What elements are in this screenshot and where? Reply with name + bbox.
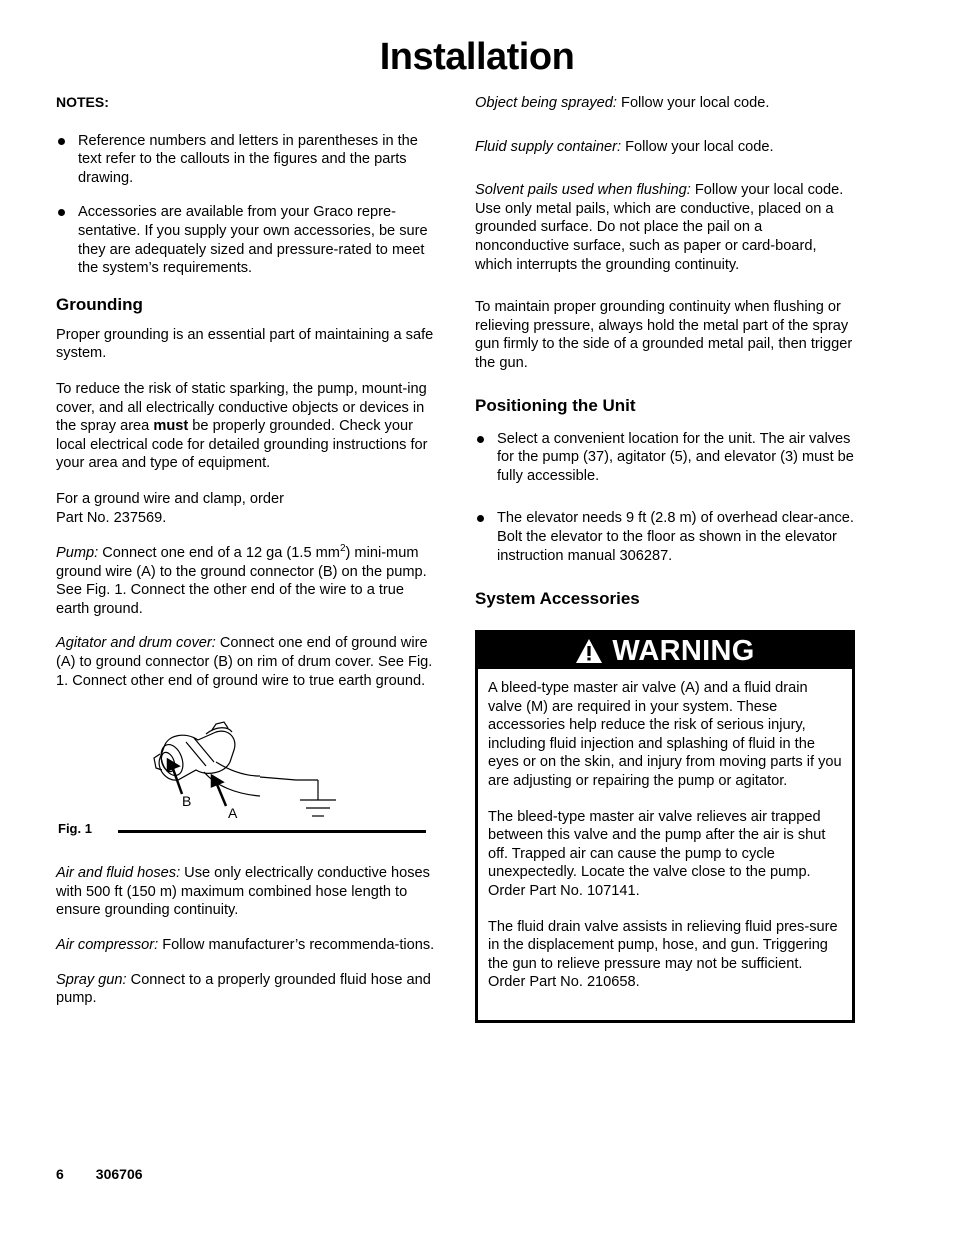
notes-heading: NOTES: — [56, 94, 109, 110]
figure-1 — [56, 702, 438, 842]
maintain-grounding: To maintain proper grounding continuity when flushing or relieving pressure, always hold the metal part of the spray gun firmly to the side of a grounded metal pail, then trigger the gun. — [475, 299, 853, 371]
agitator-instructions: Agitator and drum cover: Connect one end of ground wire (A) to ground connector (B) on rim of drum cover. See Fig. 1. Connect other end of ground wire to true earth ground. — [56, 635, 433, 689]
warning-box — [475, 630, 855, 1023]
grounding-heading: Grounding — [56, 294, 143, 314]
pump-instructions: Pump: Connect one end of a 12 ga (1.5 $mm^2$) mini-mum ground wire (A) to the ground connector (B) on the pump. See Fig. 1. Connect the other end of the wire to a true earth ground. — [56, 543, 427, 617]
page-number: 6 — [56, 1166, 64, 1182]
ground-wire-order: For a ground wire and clamp, order Part No. 237569. — [56, 490, 284, 526]
emphasis-must: must — [153, 418, 189, 435]
warning-title: WARNING — [612, 634, 755, 667]
callout-a: A — [228, 805, 238, 822]
document-number: 306706 — [95, 1166, 143, 1182]
object-sprayed: Object being sprayed: Follow your local code. — [475, 95, 770, 111]
positioning-item: The elevator needs 9 ft (2.8 m) of overhead clear-ance. Bolt the elevator to the floor as shown in the elevator instruction manual 306287. — [475, 509, 855, 565]
positioning-list — [475, 430, 855, 566]
solvent-pails: Solvent pails used when flushing: Follow your local code. Use only metal pails, which are conductive, placed on a grounded surface. Do not place the pail on a nonconductive surface, such as paper or card-board, which interrupts the grounding continuity. — [475, 182, 844, 273]
warning-paragraph: The bleed-type master air valve relieves air trapped between this valve and the pump after the air is shut off. Trapped air can cause the pump to cycle unexpectedly. Locate the valve close to the pump. Order Part No. 107141. — [488, 808, 826, 900]
note-item: Reference numbers and letters in parentheses in the text refer to the callouts in the figures and the parts drawing. — [56, 132, 438, 188]
figure-caption: Fig. 1 — [58, 821, 92, 837]
note-item: Accessories are available from your Graco repre-sentative. If you supply your own accessories, be sure they are adequately sized and pressure-rated to meet the system’s requirements. — [56, 203, 438, 277]
hoses-instructions: Air and fluid hoses: Use only electrically conductive hoses with 500 ft (150 m) maximum combined hose length to ensure grounding continuity. — [56, 865, 430, 919]
notes-list — [56, 132, 438, 278]
warning-triangle-icon — [575, 638, 603, 664]
warning-paragraph: The fluid drain valve assists in relieving fluid pres-sure in the displacement pump, hose, and gun. Triggering the gun to relieve pressure may not be sufficient. Order Part No. 210658. — [488, 918, 838, 991]
warning-paragraph: A bleed-type master air valve (A) and a fluid drain valve (M) are required in your system. These accessories help reduce the risk of serious injury, including fluid injection and splashing of fluid in the eyes or on the skin, and injury from moving parts if you are adjusting or repairing the pump or agitator. — [488, 680, 842, 790]
fluid-container: Fluid supply container: Follow your local code. — [475, 138, 774, 155]
warning-body — [478, 669, 852, 1020]
figure-rule — [118, 830, 426, 833]
page-title: Installation — [379, 36, 575, 78]
warning-header — [478, 633, 852, 669]
left-column — [56, 93, 438, 1008]
callout-b: B — [182, 793, 192, 810]
compressor-instructions: Air compressor: Follow manufacturer’s recommenda-tions. — [56, 937, 435, 954]
page-footer — [56, 1165, 143, 1184]
ground-connector-illustration — [56, 702, 438, 842]
accessories-heading: System Accessories — [475, 589, 640, 609]
right-column — [475, 94, 855, 1023]
grounding-paragraph: To reduce the risk of static sparking, the pump, mount-ing cover, and all electrically conductive objects or devices in the spray area must be properly grounded. Check your local electrical code for detailed grounding instructions for your area and type of equipment. — [56, 380, 428, 472]
positioning-heading: Positioning the Unit — [475, 395, 636, 415]
positioning-item: Select a convenient location for the unit. The air valves for the pump (37), agitator (5), and elevator (3) must be fully accessible. — [475, 430, 855, 486]
grounding-intro: Proper grounding is an essential part of maintaining a safe system. — [56, 326, 434, 362]
spray-gun-instructions: Spray gun: Connect to a properly grounded fluid hose and pump. — [56, 971, 431, 1007]
